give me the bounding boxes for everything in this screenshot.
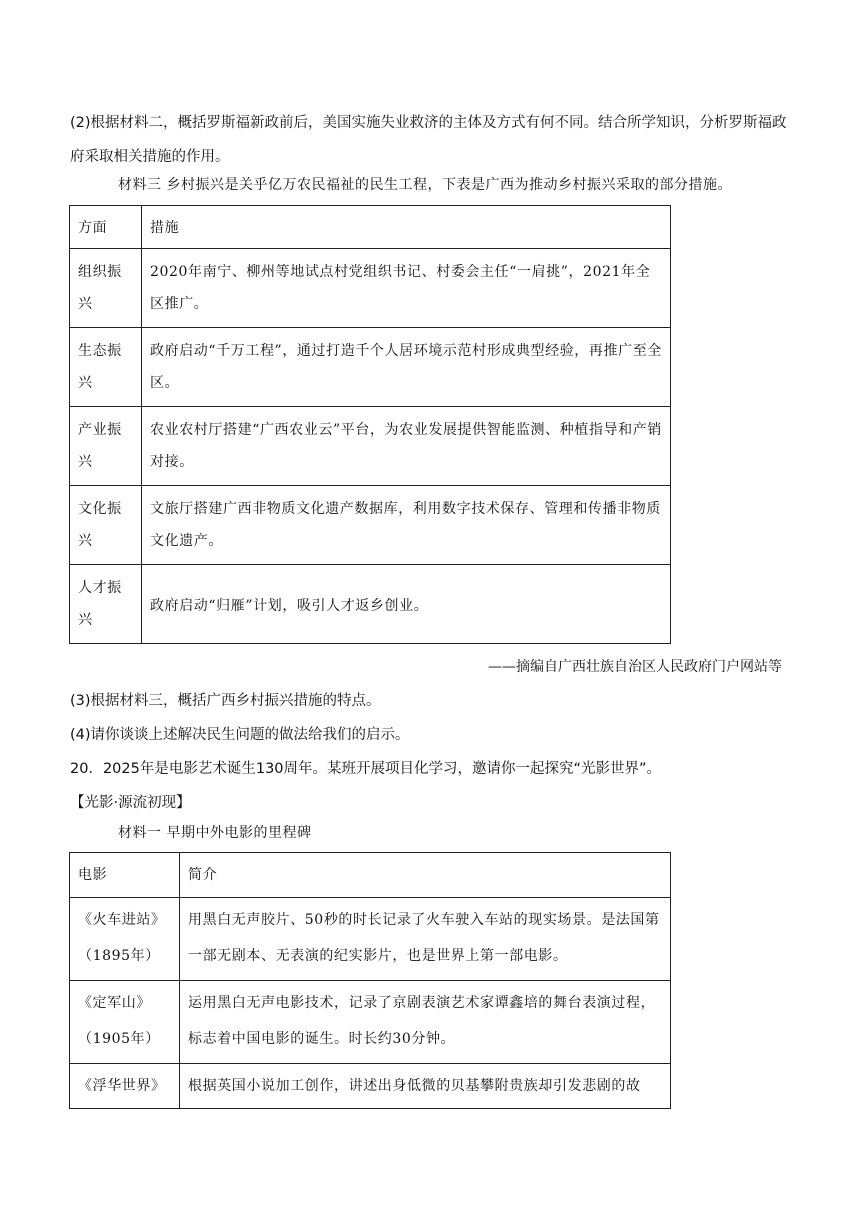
measure-cell: 政府启动“归雁”计划，吸引人才返乡创业。 bbox=[142, 565, 671, 644]
table-header-row bbox=[70, 853, 671, 898]
measure-cell: 2020年南宁、柳州等地试点村党组织书记、村委会主任“一肩挑”，2021年全区推广。 bbox=[142, 249, 671, 328]
intro-cell: 运用黑白无声电影技术，记录了京剧表演艺术家谭鑫培的舞台表演过程，标志着中国电影的诞生。时长约30分钟。 bbox=[180, 981, 671, 1064]
aspect-cell: 组织振兴 bbox=[70, 249, 142, 328]
film-cell: 《定军山》（1905年） bbox=[70, 981, 180, 1064]
intro-cell: 用黑白无声胶片、50秒的时长记录了火车驶入车站的现实场景。是法国第一部无剧本、无表演的纪实影片，也是世界上第一部电影。 bbox=[180, 898, 671, 981]
question-19-2-prompt: (2)根据材料二，概括罗斯福新政前后，美国实施失业救济的主体及方式有何不同。结合所学知识，分析罗斯福政府采取相关措施的作用。 bbox=[70, 115, 787, 165]
source-citation: ——摘编自广西壮族自治区人民政府门户网站等 bbox=[488, 659, 782, 675]
film-cell: 《浮华世界》 bbox=[70, 1064, 180, 1109]
table-row bbox=[70, 981, 671, 1064]
table-row bbox=[70, 486, 671, 565]
section-title: 【光影·源流初现】 bbox=[70, 795, 191, 811]
measure-cell: 文旅厅搭建广西非物质文化遗产数据库，利用数字技术保存、管理和传播非物质文化遗产。 bbox=[142, 486, 671, 565]
table-row bbox=[70, 565, 671, 644]
measure-cell: 农业农村厅搭建“广西农业云”平台，为农业发展提供智能监测、种植指导和产销对接。 bbox=[142, 407, 671, 486]
film-cell: 《火车进站》（1895年） bbox=[70, 898, 180, 981]
question-20-stem: 20．2025年是电影艺术诞生130周年。某班开展项目化学习，邀请你一起探究“光影世界”。 bbox=[70, 761, 662, 777]
column-header-film: 电影 bbox=[70, 853, 180, 898]
column-header-aspect: 方面 bbox=[70, 206, 142, 249]
intro-cell: 根据英国小说加工创作，讲述出身低微的贝基攀附贵族却引发悲剧的故 bbox=[180, 1064, 671, 1109]
table-row bbox=[70, 249, 671, 328]
table-header-row bbox=[70, 206, 671, 249]
aspect-cell: 文化振兴 bbox=[70, 486, 142, 565]
rural-revitalization-table bbox=[69, 205, 671, 644]
film-milestones-table bbox=[69, 852, 671, 1109]
table-row bbox=[70, 1064, 671, 1109]
table-row bbox=[70, 407, 671, 486]
aspect-cell: 生态振兴 bbox=[70, 328, 142, 407]
aspect-cell: 人才振兴 bbox=[70, 565, 142, 644]
column-header-measure: 措施 bbox=[142, 206, 671, 249]
question-19-3: (3)根据材料三，概括广西乡村振兴措施的特点。 bbox=[70, 693, 381, 709]
table-row bbox=[70, 328, 671, 407]
question-19-4: (4)请你谈谈上述解决民生问题的做法给我们的启示。 bbox=[70, 727, 410, 743]
column-header-intro: 简介 bbox=[180, 853, 671, 898]
measure-cell: 政府启动“千万工程”，通过打造千个人居环境示范村形成典型经验，再推广至全区。 bbox=[142, 328, 671, 407]
table-row bbox=[70, 898, 671, 981]
material-1-title: 材料一 早期中外电影的里程碑 bbox=[118, 825, 312, 841]
material-3-intro: 材料三 乡村振兴是关乎亿万农民福祉的民生工程，下表是广西为推动乡村振兴采取的部分措施。 bbox=[118, 177, 732, 193]
aspect-cell: 产业振兴 bbox=[70, 407, 142, 486]
